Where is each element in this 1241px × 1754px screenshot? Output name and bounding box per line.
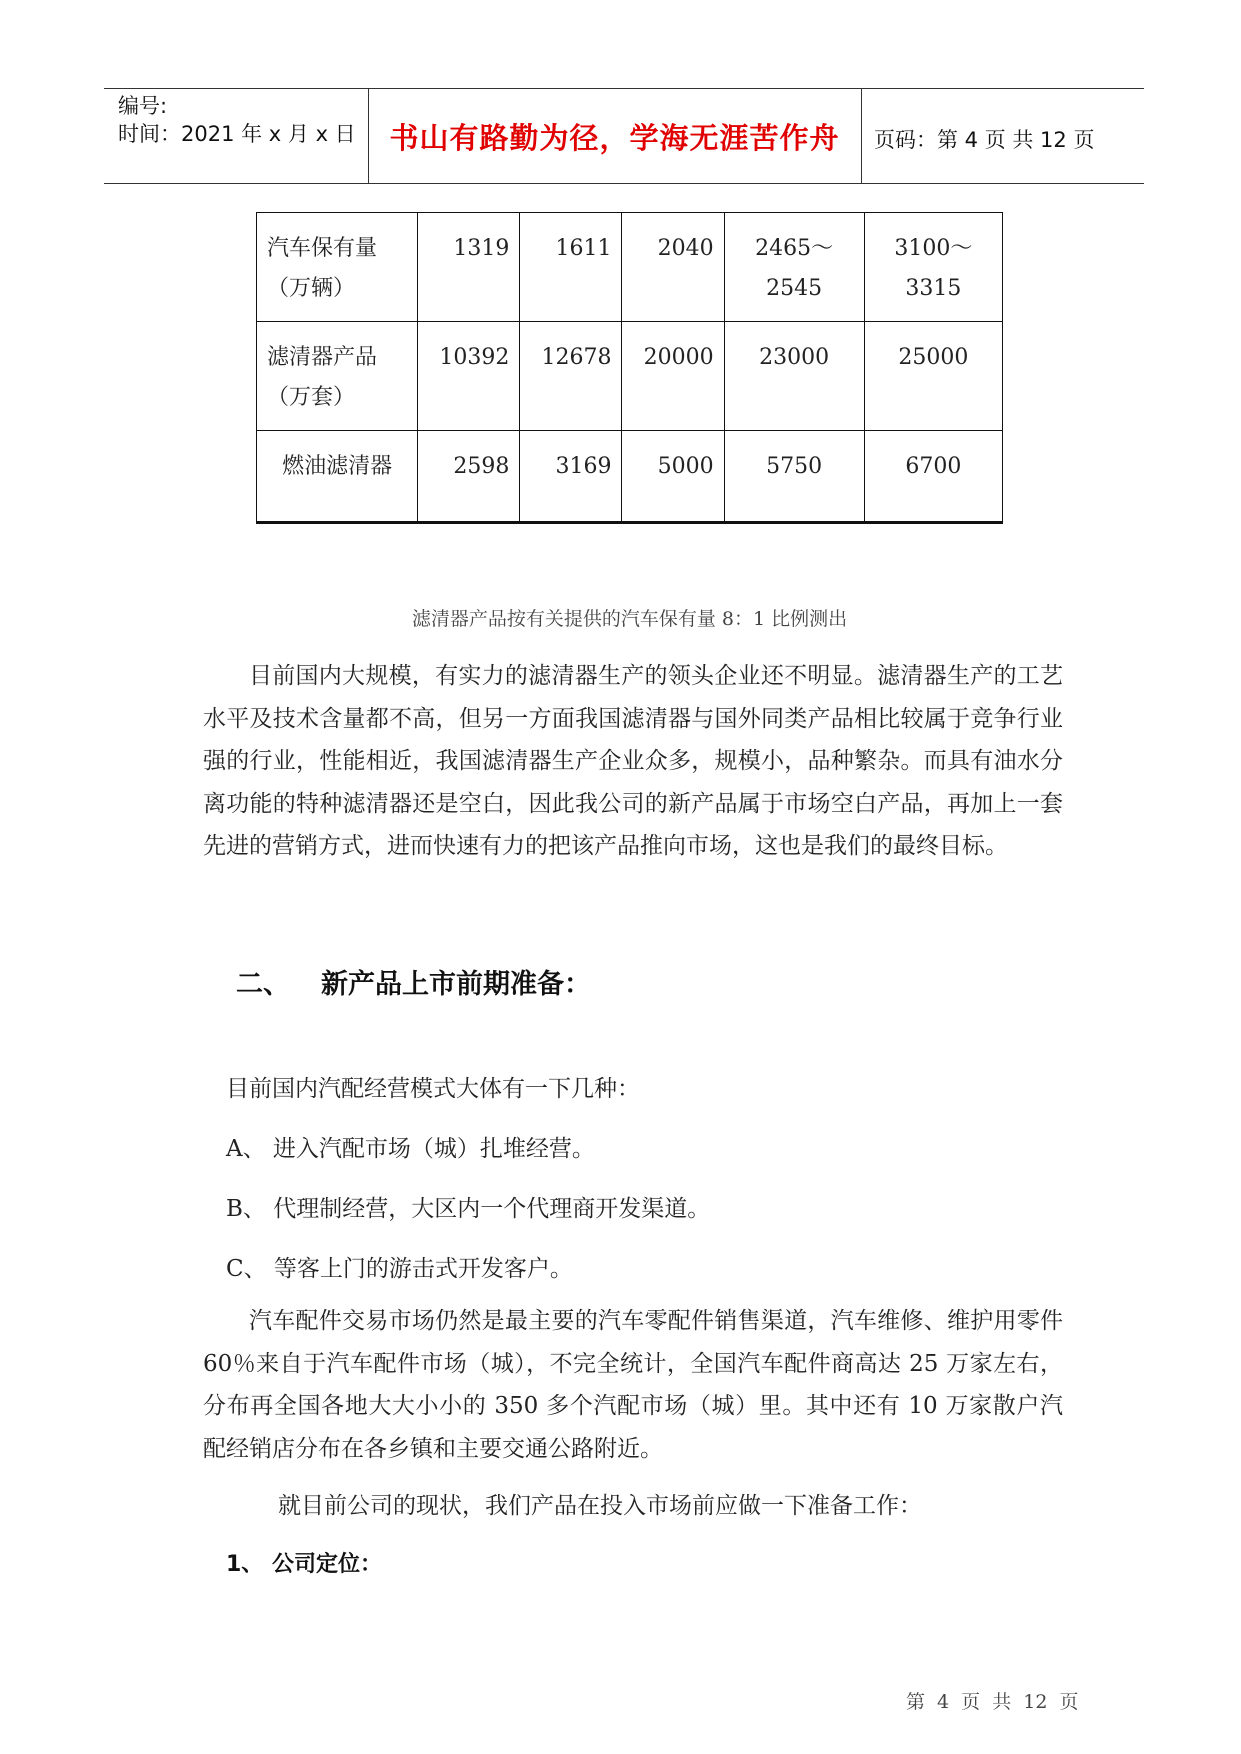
header-divider <box>861 88 862 184</box>
table-row <box>257 213 1003 322</box>
table-row <box>257 322 1003 431</box>
table-row <box>257 431 1003 523</box>
header-motto: 书山有路勤为径，学海无涯苦作舟 <box>389 121 840 155</box>
table-cell: 23000 <box>724 322 864 431</box>
section-title: 新产品上市前期准备： <box>321 969 591 1000</box>
list-item: C、 等客上门的游击式开发客户。 <box>226 1256 573 1282</box>
header-bottom-rule <box>104 183 1144 184</box>
row-label: 汽车保有量（万辆） <box>257 213 418 322</box>
body-paragraph: 目前国内大规模，有实力的滤清器生产的领头企业还不明显。滤清器生产的工艺水平及技术含量都不高，但另一方面我国滤清器与国外同类产品相比较属于竞争行业强的行业，性能相近，我国滤清器生产企业众多，规模小，品种繁杂。而具有油水分离功能的特种滤清器还是空白，因此我公司的新产品属于市场空白产品，再加上一套先进的营销方式，进而快速有力的把该产品推向市场，这也是我们的最终目标。 <box>203 663 1063 859</box>
row-label: 燃油滤清器 <box>257 431 418 523</box>
subsection-heading <box>226 1547 382 1578</box>
header-meta <box>118 92 356 148</box>
table-cell: 5000 <box>622 431 724 523</box>
table-cell: 2465～2545 <box>724 213 864 322</box>
body-paragraph: 就目前公司的现状，我们产品在投入市场前应做一下准备工作： <box>278 1493 922 1519</box>
table-cell: 10392 <box>418 322 520 431</box>
row-label: 滤清器产品（万套） <box>257 322 418 431</box>
table-cell: 3169 <box>520 431 622 523</box>
list-item: B、 代理制经营，大区内一个代理商开发渠道。 <box>226 1196 711 1222</box>
statistics-table <box>256 212 1003 524</box>
table-cell: 6700 <box>864 431 1002 523</box>
table-cell: 12678 <box>520 322 622 431</box>
table-cell: 20000 <box>622 322 724 431</box>
subsection-title: 公司定位： <box>272 1552 383 1577</box>
document-code: 编号: <box>118 94 168 118</box>
section-heading <box>236 962 591 1001</box>
header-page-number: 页码：第 4 页 共 12 页 <box>874 128 1095 152</box>
table-cell: 1319 <box>418 213 520 322</box>
table-cell: 5750 <box>724 431 864 523</box>
table-cell: 1611 <box>520 213 622 322</box>
intro-text: 目前国内汽配经营模式大体有一下几种： <box>226 1076 640 1102</box>
table-cell: 25000 <box>864 322 1002 431</box>
table-cell: 2598 <box>418 431 520 523</box>
page-footer: 第 4 页 共 12 页 <box>906 1691 1079 1713</box>
subsection-number: 1、 <box>226 1552 264 1577</box>
section-number: 二、 <box>236 969 290 1000</box>
table-cell: 3100～3315 <box>864 213 1002 322</box>
table-caption: 滤清器产品按有关提供的汽车保有量 8：1 比例测出 <box>411 608 848 630</box>
list-item: A、 进入汽配市场（城）扎堆经营。 <box>226 1136 595 1162</box>
header-top-rule <box>104 88 1144 89</box>
table-cell: 2040 <box>622 213 724 322</box>
document-time: 时间：2021 年 x 月 x 日 <box>118 122 356 146</box>
body-paragraph: 汽车配件交易市场仍然是最主要的汽车零配件销售渠道，汽车维修、维护用零件 60％来自于汽车配件市场（城），不完全统计，全国汽车配件商高达 25 万家左右，分布再全国各地大大小小的 350 多个汽配市场（城）里。其中还有 10 万家散户汽配经销店分布在各乡镇和主要交通公路附近。 <box>203 1308 1063 1462</box>
